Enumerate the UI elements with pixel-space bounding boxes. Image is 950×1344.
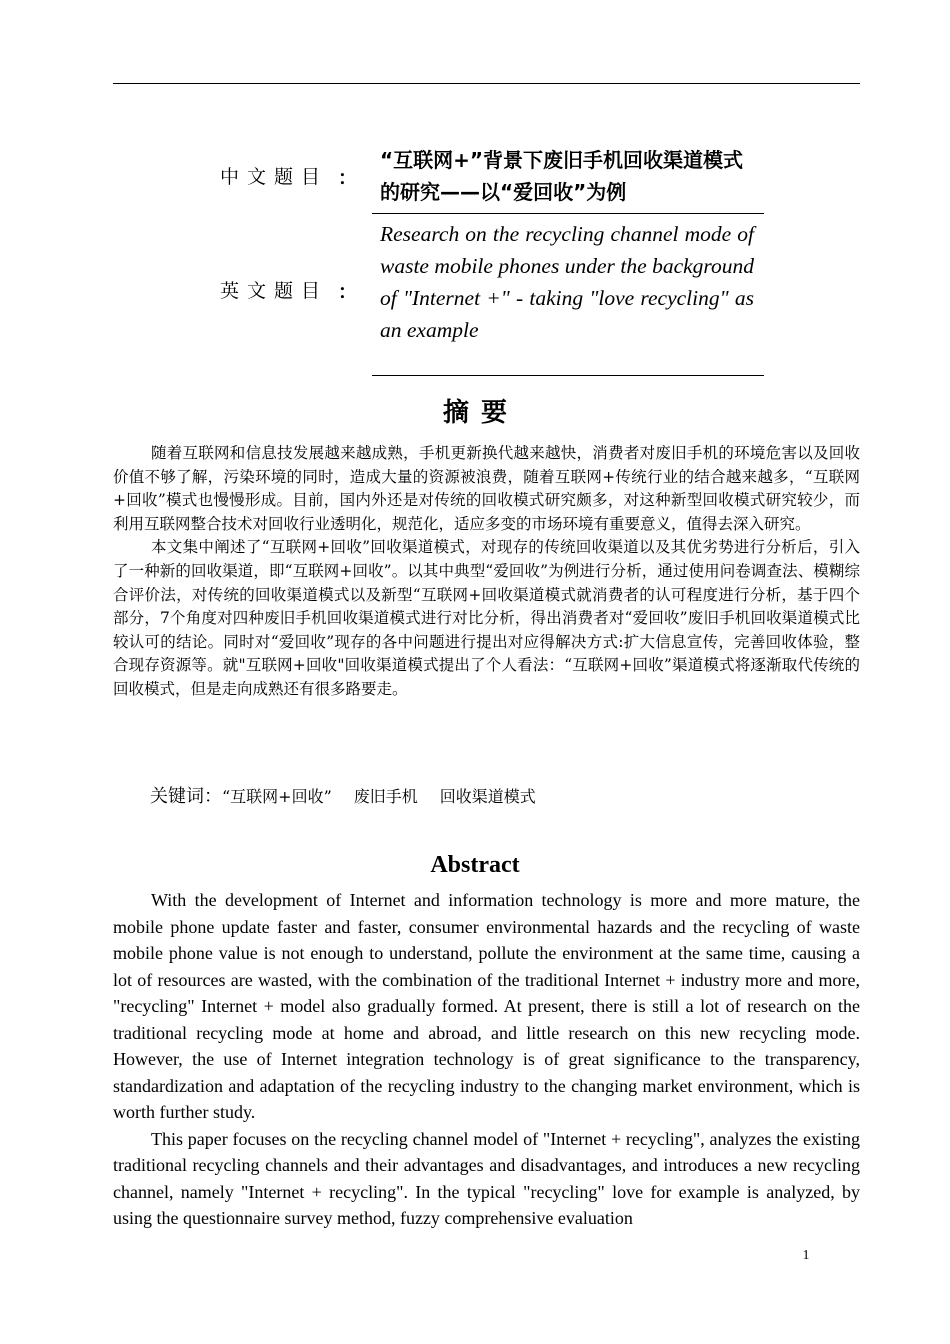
abstract-cn-paragraph: 随着互联网和信息技发展越来越成熟，手机更新换代越来越快，消费者对废旧手机的环境危害以及回收价值不够了解，污染环境的同时，造成大量的资源被浪费，随着互联网+传统行业的结合越来越多，“互联网+回收”模式也慢慢形成。目前，国内外还是对传统的回收模式研究颇多，对这种新型回收模式研究较少，而利用互联网整合技术对回收行业透明化，规范化，适应多变的市场环境有重要意义，值得去深入研究。 — [113, 444, 860, 533]
keywords-label: 关键词： — [150, 786, 222, 807]
page-number: 1 — [802, 1248, 810, 1263]
top-rule — [113, 83, 860, 84]
keyword: “互联网+回收” — [222, 787, 332, 806]
abstract-cn-heading: 摘要 — [442, 398, 519, 428]
keywords-line — [150, 782, 558, 808]
abstract-en-heading: Abstract — [430, 852, 520, 878]
abstract-en-paragraph: With the development of Internet and information technology is more and more mature, the mobile phone update faster and faster, consumer environmental hazards and the recycling of waste mobile phone value is not enough to understand, pollute the environment at the same time, causing a lot of resources are wasted, with the combination of the traditional Internet + industry more and more, "recycling" Internet + model also gradually formed. At present, there is still a lot of research on the traditional recycling mode at home and abroad, and little research on this new recycling mode. However, the use of Internet integration technology is of great significance to the transparency, standardization and adaptation of the recycling industry to the changing market environment, which is worth further study. — [113, 890, 860, 1122]
en-title-label: 英文题目 — [220, 280, 329, 302]
keyword: 废旧手机 — [353, 787, 418, 806]
en-title-colon: ： — [338, 281, 358, 303]
keyword: 回收渠道模式 — [439, 787, 536, 806]
cn-title-label: 中文题目 — [220, 166, 329, 188]
abstract-cn-paragraph: 本文集中阐述了“互联网+回收”回收渠道模式，对现存的传统回收渠道以及其优劣势进行分析后，引入了一种新的回收渠道，即“互联网+回收”。以其中典型“爱回收”为例进行分析，通过使用问卷调查法、模糊综合评价法，对传统的回收渠道模式以及新型“互联网+回收渠道模式就消费者的认可程度进行分析，基于四个部分，7个角度对四种废旧手机回收渠道模式进行对比分析，得出消费者对“爱回收”废旧手机回收渠道模式比较认可的结论。同时对“爱回收”现存的各中问题进行提出对应得解决方式:扩大信息宣传，完善回收体验，整合现存资源等。就"互联网+回收"回收渠道模式提出了个人看法：“互联网+回收”渠道模式将逐渐取代传统的回收模式，但是走向成熟还有很多路要走。 — [113, 538, 860, 698]
cn-title: “互联网+”背景下废旧手机回收渠道模式的研究——以“爱回收”为例 — [380, 148, 744, 204]
abstract-en-paragraph: This paper focuses on the recycling channel model of "Internet + recycling", analyzes the existing traditional recycling channels and their advantages and disadvantages, and introduces a new recycling channel, namely "Internet + recycling". In the typical "recycling" love for example is analyzed, by using the questionnaire survey method, fuzzy comprehensive evaluation — [113, 1128, 860, 1228]
en-title-underline — [372, 375, 764, 376]
abstract-cn-body — [113, 442, 860, 702]
abstract-en-body — [113, 887, 860, 1232]
cn-title-underline — [372, 213, 764, 214]
cn-title-colon: ： — [338, 167, 358, 189]
en-title: Research on the recycling channel mode of waste mobile phones under the background of "Internet +" - taking "love recycling" as an example — [380, 222, 754, 342]
